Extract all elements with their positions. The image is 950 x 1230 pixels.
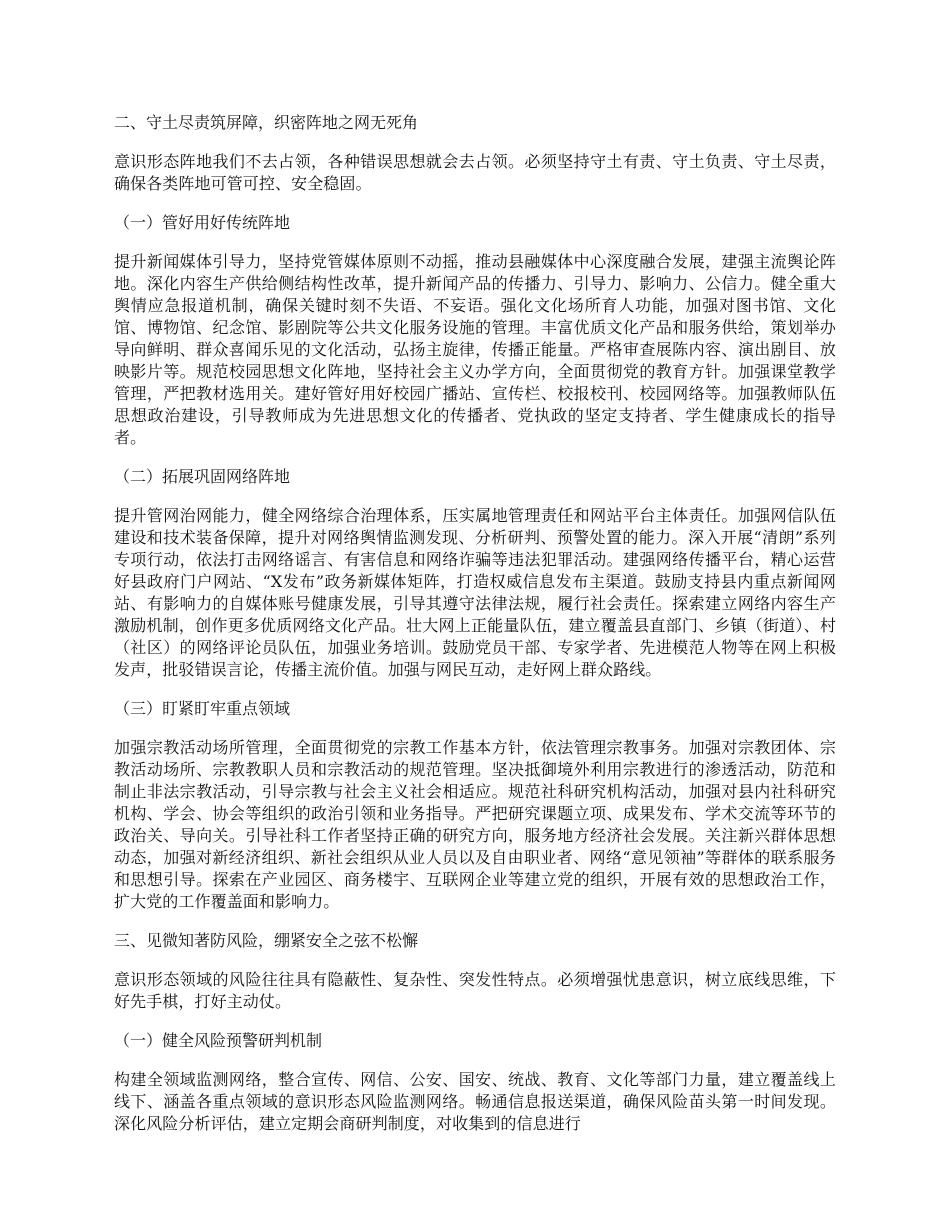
paragraph: 提升管网治网能力，健全网络综合治理体系，压实属地管理责任和网站平台主体责任。加强网信队伍建设和技术装备保障，提升对网络舆情监测发现、分析研判、预警处置的能力。深入开展“清朗”系列专项行动，依法打击网络谣言、有害信息和网络诈骗等违法犯罪活动。建强网络传播平台，精心运营好县政府门户网站、“X发布”政务新媒体矩阵，打造权威信息发布主渠道。鼓励支持县内重点新闻网站、有影响力的自媒体账号健康发展，引导其遵守法律法规，履行社会责任。探索建立网络内容生产激励机制，创作更多优质网络文化产品。壮大网上正能量队伍，建立覆盖县直部门、乡镇（街道）、村（社区）的网络评论员队伍，加强业务培训。鼓励党员干部、专家学者、先进模范人物等在网上积极发声，批驳错误言论，传播主流价值。加强与网民互动，走好网上群众路线。	[114, 506, 836, 679]
paragraph: 意识形态领域的风险往往具有隐蔽性、复杂性、突发性特点。必须增强忧患意识，树立底线思维，下好先手棋，打好主动仗。	[114, 970, 836, 1011]
paragraph: 构建全领域监测网络，整合宣传、网信、公安、国安、统战、教育、文化等部门力量，建立覆盖线上线下、涵盖各重点领域的意识形态风险监测网络。畅通信息报送渠道，确保风险苗头第一时间发现。深化风险分析评估，建立定期会商研判制度，对收集到的信息进行	[114, 1070, 836, 1133]
paragraph: 意识形态阵地我们不去占领，各种错误思想就会去占领。必须坚持守土有责、守土负责、守土尽责，确保各类阵地可管可控、安全稳固。	[114, 152, 836, 193]
subsection-heading: （一）管好用好传统阵地	[114, 213, 291, 232]
subsection-heading: （二）拓展巩固网络阵地	[114, 467, 291, 486]
paragraph: 加强宗教活动场所管理，全面贯彻党的宗教工作基本方针，依法管理宗教事务。加强对宗教团体、宗教活动场所、宗教教职人员和宗教活动的规范管理。坚决抵御境外利用宗教进行的渗透活动，防范和制止非法宗教活动，引导宗教与社会主义社会相适应。规范社科研究机构活动，加强对县内社科研究机构、学会、协会等组织的政治引领和业务指导。严把研究课题立项、成果发布、学术交流等环节的政治关、导向关。引导社科工作者坚持正确的研究方向，服务地方经济社会发展。关注新兴群体思想动态，加强对新经济组织、新社会组织从业人员以及自由职业者、网络“意见领袖”等群体的联系服务和思想引导。探索在产业园区、商务楼宇、互联网企业等建立党的组织，开展有效的思想政治工作，扩大党的工作覆盖面和影响力。	[114, 738, 836, 911]
section-heading-2: 二、守土尽责筑屏障，织密阵地之网无死角	[114, 113, 419, 132]
section-heading-3: 三、见微知著防风险，绷紧安全之弦不松懈	[114, 931, 419, 950]
subsection-heading: （三）盯紧盯牢重点领域	[114, 699, 291, 718]
subsection-heading: （一）健全风险预警研判机制	[114, 1031, 323, 1050]
document-page	[114, 112, 836, 1135]
paragraph: 提升新闻媒体引导力，坚持党管媒体原则不动摇，推动县融媒体中心深度融合发展，建强主流舆论阵地。深化内容生产供给侧结构性改革，提升新闻产品的传播力、引导力、影响力、公信力。健全重大舆情应急报道机制，确保关键时刻不失语、不妄语。强化文化场所育人功能，加强对图书馆、文化馆、博物馆、纪念馆、影剧院等公共文化服务设施的管理。丰富优质文化产品和服务供给，策划举办导向鲜明、群众喜闻乐见的文化活动，弘扬主旋律，传播正能量。严格审查展陈内容、演出剧目、放映影片等。规范校园思想文化阵地，坚持社会主义办学方向，全面贯彻党的教育方针。加强课堂教学管理，严把教材选用关。建好管好用好校园广播站、宣传栏、校报校刊、校园网络等。加强教师队伍思想政治建设，引导教师成为先进思想文化的传播者、党执政的坚定支持者、学生健康成长的指导者。	[114, 252, 836, 447]
